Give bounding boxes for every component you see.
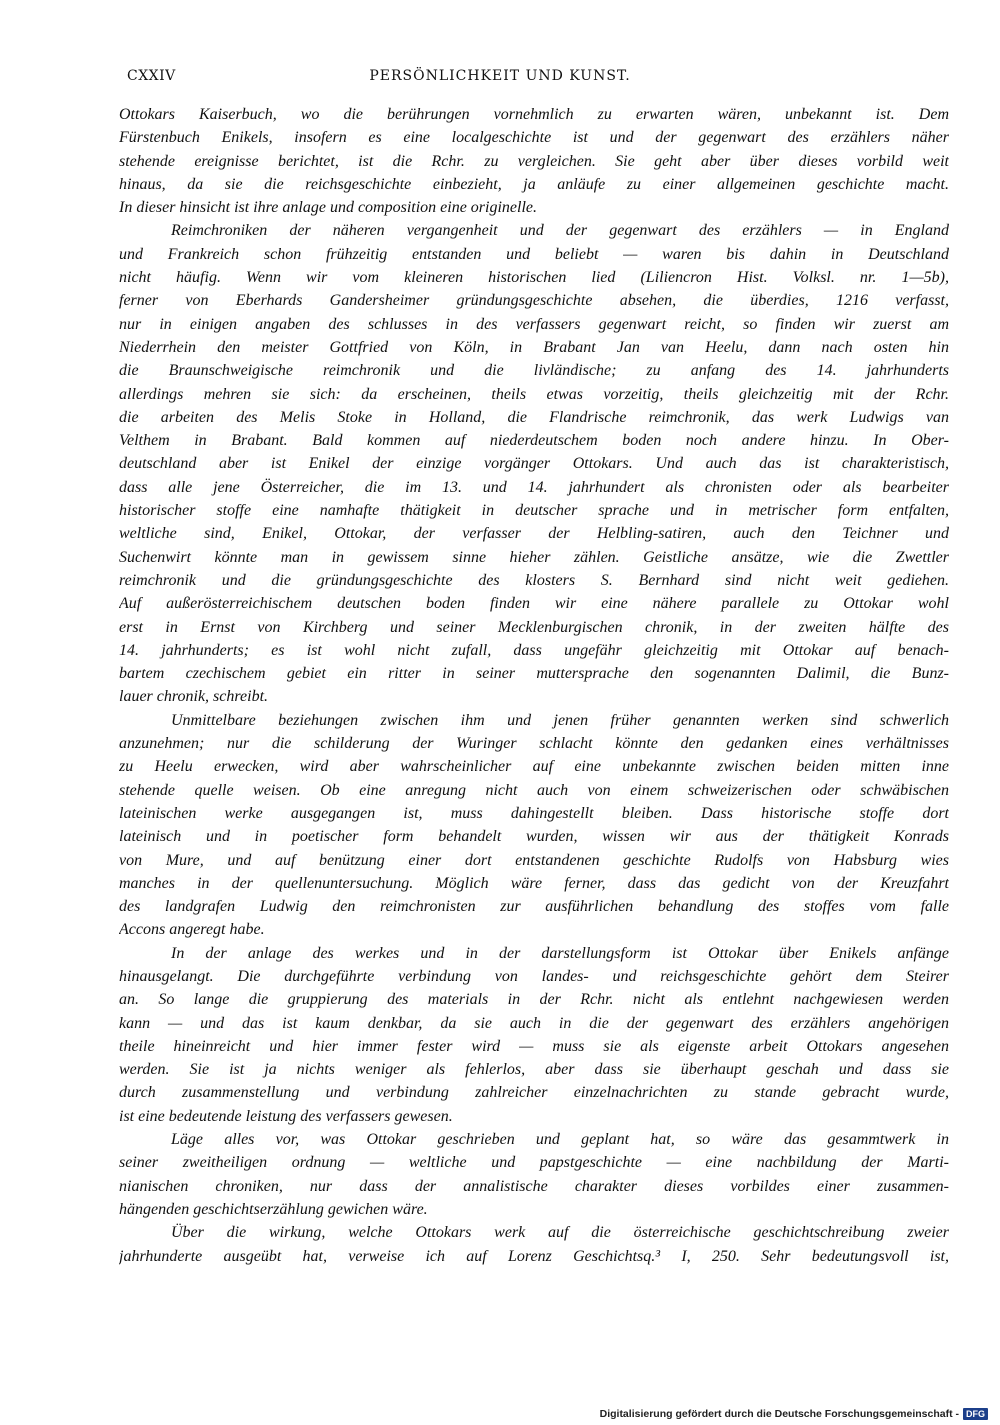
text-line: zu Heelu erwecken, wird aber wahrscheinlicher auf eine unbekannte zwischen beiden mitten inne (119, 758, 949, 776)
text-line: allerdings mehren sie sich: da erscheinen, theils etwas vorzeitig, theils gleichzeitig mit der Rchr. (119, 385, 949, 403)
dfg-logo: DFG (963, 1408, 988, 1420)
text-line: historischer stoffe eine namhafte thätigkeit in deutscher sprache und in metrischer form entfalten, (119, 502, 949, 520)
text-line: ist eine bedeutende leistung des verfassers gewesen. (119, 1107, 453, 1125)
text-line: Velthem in Brabant. Bald kommen auf niederdeutschem boden noch andere hinzu. In Ober- (119, 432, 949, 450)
text-line: von Mure, und auf benützung einer dort entstandenen geschichte Rudolfs von Habsburg wies (119, 851, 949, 869)
text-line: lateinischen werke ausgegangen ist, muss dahingestellt bleiben. Dass historische stoffe dort (119, 804, 949, 822)
text-line: des landgrafen Ludwig den reimchronisten zur ausführlichen behandlung des stoffes vom falle (119, 898, 949, 916)
text-line: seiner zweitheiligen ordnung — weltliche und papstgeschichte — eine nachbildung der Marti- (119, 1154, 949, 1172)
text-line: kann — und das ist kaum denkbar, da sie auch in die der gegenwart des erzählers angehörigen (119, 1014, 949, 1032)
text-line: ferner von Eberhards Gandersheimer gründungsgeschichte absehen, die überdies, 1216 verfasst, (119, 292, 949, 310)
paragraph (119, 1221, 949, 1268)
text-line: hinaus, da sie die reichsgeschichte einbezieht, ja anläufe zu einer allgemeinen geschichte macht. (119, 175, 949, 193)
paragraph (119, 709, 949, 942)
text-line: weltliche sind, Enikel, Ottokar, der verfasser der Helbling-satiren, auch den Teichner und (119, 525, 949, 543)
text-line: stehende ereignisse berichtet, ist die Rchr. zu vergleichen. Sie geht aber über dieses vorbild weit (119, 152, 949, 170)
text-line: nur in einigen angaben des schlusses in des verfassers gegenwart reicht, so finden wir zuerst am (119, 315, 949, 333)
text-line: Niederrhein den meister Gottfried von Köln, in Brabant Jan van Heelu, dann nach osten hin (119, 338, 949, 356)
text-line: In der anlage des werkes und in der darstellungsform ist Ottokar über Enikels anfänge (171, 944, 949, 962)
body-text (119, 103, 949, 1268)
text-line: hängenden geschichtserzählung gewichen wäre. (119, 1200, 428, 1218)
page-number: CXXIV (127, 68, 176, 84)
text-line: dass alle jene Österreicher, die im 13. und 14. jahrhundert als chronisten oder als bearbeiter (119, 478, 949, 496)
text-line: bartem czechischem gebiet ein ritter in seiner muttersprache den sogenannten Dalimil, die Bunz- (119, 665, 949, 683)
text-line: lateinisch und in poetischer form behandelt wurden, wissen wir aus der thätigkeit Konrads (119, 828, 949, 846)
paragraph (119, 942, 949, 1128)
text-line: theile hineinreicht und hier immer fester wird — muss sie als eigenste arbeit Ottokars angesehen (119, 1037, 949, 1055)
text-line: Accons angeregt habe. (119, 921, 265, 939)
text-line: Reimchroniken der näheren vergangenheit und der gegenwart des erzählers — in England (171, 222, 949, 240)
text-line: Auf außerösterreichischem deutschen boden finden wir eine nähere parallele zu Ottokar wohl (119, 595, 949, 613)
text-line: Unmittelbare beziehungen zwischen ihm und jenen früher genannten werken sind schwerlich (171, 711, 949, 729)
text-line: anzunehmen; nur die schilderung der Wuringer schlacht könnte den gedanken eines verhältnisses (119, 735, 949, 753)
text-line: manches in der quellenuntersuchung. Möglich wäre ferner, dass das gedicht von der Kreuzfahrt (119, 874, 949, 892)
footer (600, 1408, 988, 1420)
text-line: an. So lange die gruppierung des materials in der Rchr. nicht als entlehnt nachgewiesen werden (119, 991, 949, 1009)
text-line: Suchenwirt könnte man in gewissem sinne hieher zählen. Geistliche ansätze, wie die Zwettler (119, 548, 949, 566)
paragraph (119, 1128, 949, 1221)
text-line: stehende quelle weisen. Ob eine anregung nicht auch von einem schweizerischen oder schwäbischen (119, 781, 949, 799)
text-line: erst in Ernst von Kirchberg und seiner Mecklenburgischen chronik, in der zweiten hälfte des (119, 618, 949, 636)
text-line: Läge alles vor, was Ottokar geschrieben und geplant hat, so wäre das gesammtwerk in (171, 1131, 949, 1149)
text-line: deutschland aber ist Enikel der einzige vorgänger Ottokars. Und auch das ist charakteristisch, (119, 455, 949, 473)
text-line: Fürstenbuch Enikels, insofern es eine localgeschichte ist und der gegenwart des erzählers näher (119, 129, 949, 147)
footer-text: Digitalisierung gefördert durch die Deutsche Forschungsgemeinschaft - (599, 1408, 959, 1420)
text-line: Ottokars Kaiserbuch, wo die berührungen vornehmlich zu erwarten wären, unbekannt ist. Dem (119, 106, 949, 123)
text-line: werden. Sie ist ja nichts weniger als fehlerlos, aber dass sie überhaupt geschah und dass sie (119, 1061, 949, 1079)
text-line: Über die wirkung, welche Ottokars werk auf die österreichische geschichtschreibung zweier (171, 1224, 949, 1242)
text-line: jahrhunderte ausgeübt hat, verweise ich auf Lorenz Geschichtsq.³ I, 250. Sehr bedeutungsvoll ist, (119, 1247, 949, 1265)
text-line: hinausgelangt. Die durchgeführte verbindung von landes- und reichsgeschichte gehört dem Steirer (119, 967, 949, 985)
paragraph (119, 219, 949, 708)
text-line: nianischen chroniken, nur dass der annalistische charakter dieses vorbildes einer zusammen- (119, 1177, 949, 1195)
text-line: reimchronik und die gründungsgeschichte des klosters S. Bernhard sind nicht weit gediehen. (119, 571, 949, 589)
text-line: nicht häufig. Wenn wir vom kleineren historischen lied (Liliencron Hist. Volksl. nr. 1—5b), (119, 269, 949, 287)
text-line: die Braunschweigische reimchronik und die livländische; zu anfang des 14. jahrhunderts (119, 362, 949, 380)
text-line: In dieser hinsicht ist ihre anlage und composition eine originelle. (119, 199, 538, 217)
running-title: PERSÖNLICHKEIT UND KUNST. (369, 68, 631, 84)
paragraph (119, 103, 949, 219)
text-line: die arbeiten des Melis Stoke in Holland, die Flandrische reimchronik, das werk Ludwigs van (119, 408, 949, 426)
text-line: 14. jahrhunderts; es ist wohl nicht zufall, dass ungefähr gleichzeitig mit Ottokar auf benach- (119, 641, 949, 659)
text-line: und Frankreich schon frühzeitig entstanden und beliebt — waren bis dahin in Deutschland (119, 245, 949, 263)
text-line: durch zusammenstellung und verbindung zahlreicher einzelnachrichten zu stande gebracht wurde, (119, 1084, 949, 1102)
text-line: lauer chronik, schreibt. (119, 688, 269, 706)
